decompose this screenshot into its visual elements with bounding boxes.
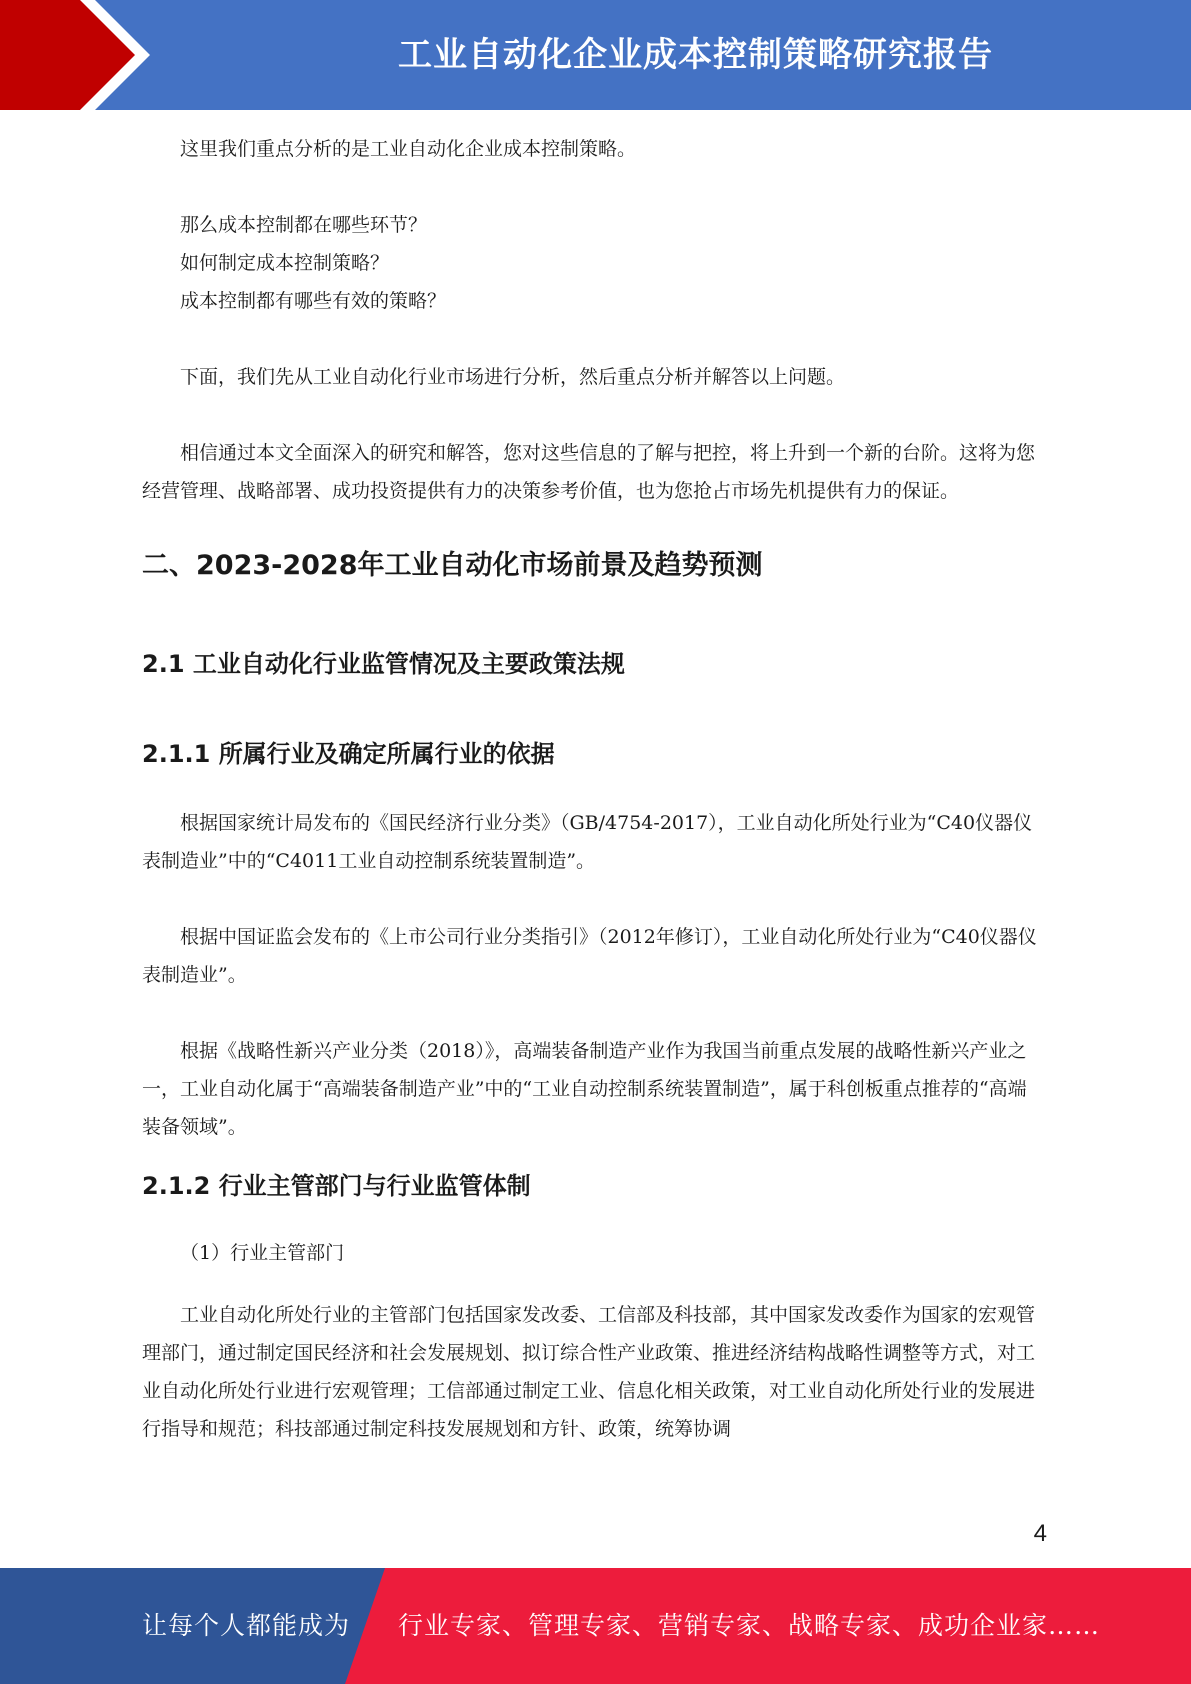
page-content bbox=[142, 130, 1045, 1448]
question-3: 成本控制都有哪些有效的策略？ bbox=[180, 290, 447, 312]
footer-slogan-right: 行业专家、管理专家、营销专家、战略专家、成功企业家…… bbox=[398, 1611, 1101, 1640]
subsection-heading-2-1-2: 2.1.2 行业主管部门与行业监管体制 bbox=[142, 1172, 531, 1200]
paragraph-authorities: 工业自动化所处行业的主管部门包括国家发改委、工信部及科技部，其中国家发改委作为国家的宏观管理部门，通过制定国民经济和社会发展规划、拟订综合性产业政策、推进经济结构战略性调整等方式，对工业自动化所处行业进行宏观管理；工信部通过制定工业、信息化相关政策，对工业自动化所处行业的发展进行指导和规范；科技部通过制定科技发展规划和方针、政策，统筹协调 bbox=[142, 1304, 1036, 1440]
section-heading-2: 二、2023-2028年工业自动化市场前景及趋势预测 bbox=[142, 550, 763, 581]
paragraph-csrc-classification: 根据中国证监会发布的《上市公司行业分类指引》（2012年修订），工业自动化所处行业为“C40仪器仪表制造业”。 bbox=[142, 926, 1037, 986]
question-1: 那么成本控制都在哪些环节？ bbox=[180, 214, 428, 236]
paragraph-overview: 下面，我们先从工业自动化行业市场进行分析，然后重点分析并解答以上问题。 bbox=[180, 366, 846, 388]
footer-slogan-left: 让每个人都能成为 bbox=[142, 1611, 351, 1640]
page-number: 4 bbox=[1033, 1520, 1047, 1547]
paragraph-nbs-classification: 根据国家统计局发布的《国民经济行业分类》（GB/4754-2017），工业自动化所处行业为“C40仪器仪表制造业”中的“C4011工业自动控制系统装置制造”。 bbox=[142, 812, 1033, 872]
subsection-heading-2-1: 2.1 工业自动化行业监管情况及主要政策法规 bbox=[142, 650, 625, 678]
document-title: 工业自动化企业成本控制策略研究报告 bbox=[398, 35, 993, 75]
page-header bbox=[0, 0, 1191, 110]
sub-item-heading: （1）行业主管部门 bbox=[180, 1242, 345, 1264]
paragraph-intro: 这里我们重点分析的是工业自动化企业成本控制策略。 bbox=[180, 138, 637, 160]
page-footer bbox=[0, 1568, 1191, 1684]
header-arrow-icon bbox=[0, 0, 135, 110]
subsection-heading-2-1-1: 2.1.1 所属行业及确定所属行业的依据 bbox=[142, 740, 555, 768]
paragraph-value: 相信通过本文全面深入的研究和解答，您对这些信息的了解与把控，将上升到一个新的台阶。这将为您经营管理、战略部署、成功投资提供有力的决策参考价值，也为您抢占市场先机提供有力的保证。 bbox=[142, 442, 1036, 502]
question-2: 如何制定成本控制策略？ bbox=[180, 252, 390, 274]
paragraph-strategic-classification: 根据《战略性新兴产业分类（2018）》，高端装备制造产业作为我国当前重点发展的战略性新兴产业之一，工业自动化属于“高端装备制造产业”中的“工业自动控制系统装置制造”，属于科创板重点推荐的“高端装备领域”。 bbox=[142, 1040, 1027, 1138]
